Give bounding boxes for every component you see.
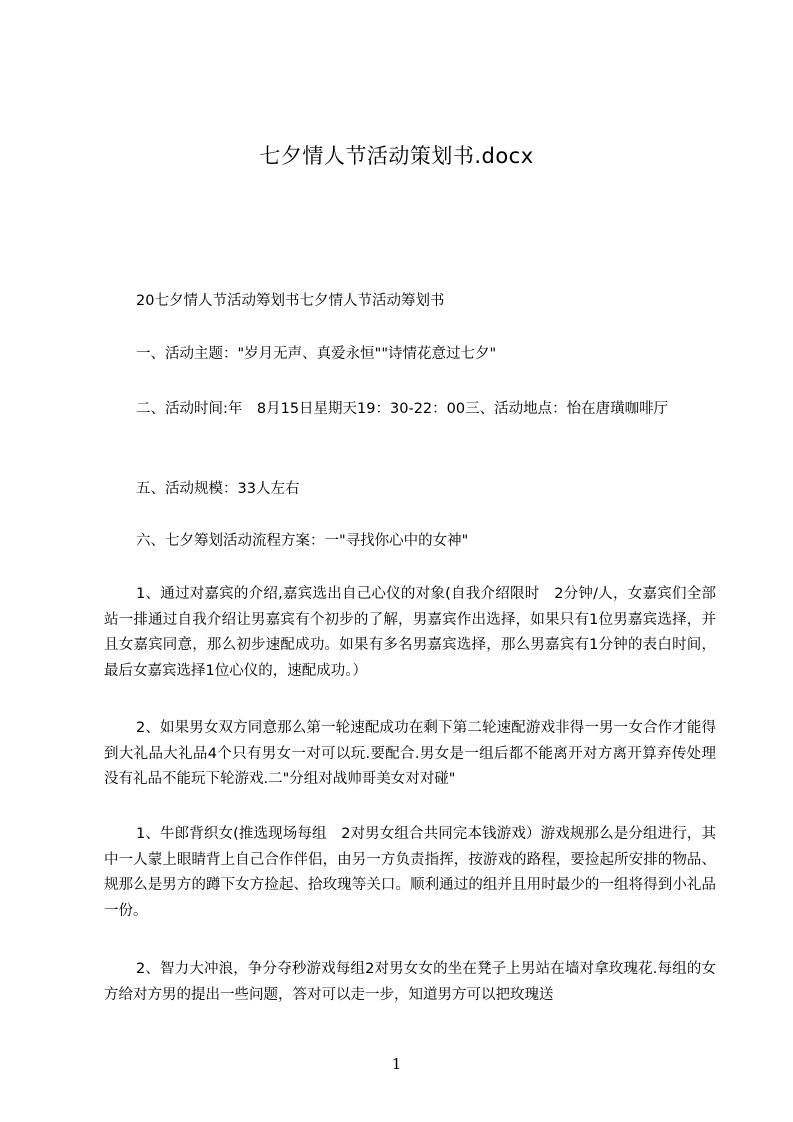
paragraph-process: 六、七夕筹划活动流程方案：一"寻找你心中的女神" <box>136 533 469 549</box>
paragraph-step-2: 2、如果男女双方同意那么第一轮速配成功在剩下第二轮速配游戏非得一男一女合作才能得到大礼品大礼品4个只有男女一对可以玩.要配合.男女是一组后都不能离开对方离开算弃传处理没有礼品不能玩下轮游戏.二"分组对战帅哥美女对对碰" <box>104 720 716 787</box>
paragraph-game-2: 2、智力大冲浪，争分夺秒游戏每组2对男女女的坐在凳子上男站在墙对拿玫瑰花.每组的女方给对方男的提出一些问题，答对可以走一步，知道男方可以把玫瑰送 <box>104 961 716 1003</box>
paragraph-intro: 20七夕情人节活动筹划书七夕情人节活动筹划书 <box>136 293 445 309</box>
paragraph-game-1: 1、牛郎背织女(推选现场每组 2对男女组合共同完本钱游戏）游戏规那么是分组进行，其中一人蒙上眼睛背上自己合作伴侣，由另一方负责指挥，按游戏的路程，要捡起所安排的物品、规那么是男方的蹲下女方捡起、拾玫瑰等关口。顺利通过的组并且用时最少的一组将得到小礼品一份。 <box>104 826 716 919</box>
paragraph-scale: 五、活动规模：33人左右 <box>136 481 300 497</box>
paragraph-theme: 一、活动主题："岁月无声、真爱永恒""诗情花意过七夕" <box>136 346 497 362</box>
page-number: 1 <box>391 1055 402 1073</box>
paragraph-step-1: 1、通过对嘉宾的介绍,嘉宾选出自己心仪的对象(自我介绍限时 2分钟/人，女嘉宾们全部站一排通过自我介绍让男嘉宾有个初步的了解，男嘉宾作出选择，如果只有1位男嘉宾选择，并且女嘉宾同意，那么初步速配成功。如果有多名男嘉宾选择，那么男嘉宾有1分钟的表白时间，最后女嘉宾选择1位心仪的，速配成功。） <box>104 586 716 679</box>
document-title: 七夕情人节活动策划书.docx <box>259 144 534 168</box>
paragraph-time-location: 二、活动时间:年 8月15日星期天19：30-22：00三、活动地点：怡在唐璜咖啡厅 <box>136 401 669 417</box>
